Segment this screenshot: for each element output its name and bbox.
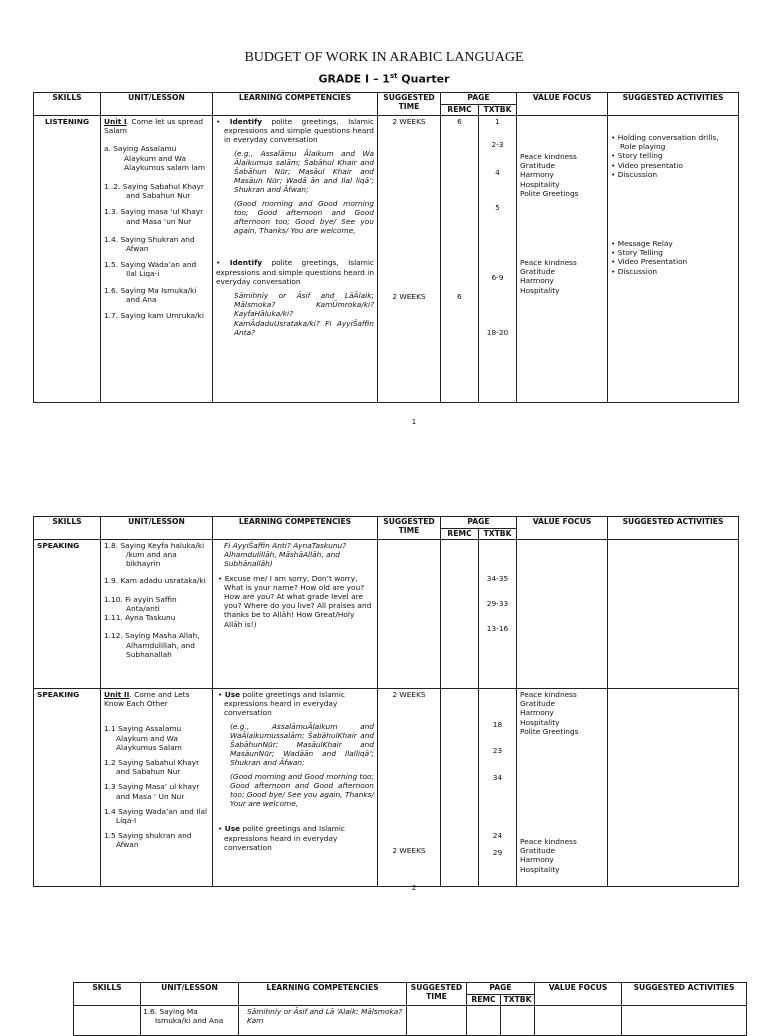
competency-verb: Use [224, 824, 241, 834]
competency-verb: Identify [229, 117, 263, 126]
competency-text: polite greetings, Islamic expressions and simple questions heard in everyday conversation [216, 258, 374, 286]
value-item: Polite Greetings [520, 726, 579, 736]
txtbk-value: 13-16 [486, 624, 509, 634]
header-txtbk: TXTBK [501, 994, 535, 1006]
budget-table-speaking [33, 516, 739, 887]
unit-title-rest: . Come and Lets Know Each Other [104, 690, 190, 709]
value-item: Harmony [520, 855, 554, 865]
value-cell [517, 689, 608, 887]
header-time: SUGGESTED TIME [378, 93, 441, 116]
unit-title: Unit II [104, 690, 130, 699]
txtbk-cell [479, 689, 517, 887]
budget-table-continued [73, 982, 747, 1036]
lesson-item: 1.4 Saying Wada’an and Ilal Liqa-I [104, 806, 208, 826]
value-item: Gratitude [520, 267, 556, 277]
header-activities: SUGGESTED ACTIVITIES [622, 983, 747, 1006]
activity-item: • Story telling [611, 151, 663, 161]
value-item: Gratitude [520, 699, 556, 709]
header-unit: UNIT/LESSON [101, 517, 213, 540]
value-item: Harmony [520, 276, 554, 286]
header-page: PAGE [441, 517, 517, 529]
lesson-item: 1.1 Saying Assalamu Alaykum and Wa Alaykumus Salam [104, 724, 182, 752]
lesson-item: 1.8. Saying Keyfa haluka/ki /kum and ana bikhayrin [104, 541, 205, 569]
header-skills: SKILLS [34, 517, 101, 540]
header-unit: UNIT/LESSON [141, 983, 239, 1006]
header-remc: REMC [441, 104, 479, 116]
competency-example: Sāmihniy or Āsif and LāĀlaik; Mālsmoka? KamŪmroka/ki? KayfaHāluka/ki? KamĀdaduUsrataka/ki? Fi AyyiŠaffin Anta? [234, 291, 374, 337]
activities-cell [622, 1006, 747, 1036]
value-item: Hospitality [520, 285, 560, 295]
txtbk-value: 5 [495, 202, 500, 212]
lesson-item: 1.7. Saying kam Umruka/ki [104, 311, 204, 321]
time-value: 2 WEEKS [392, 117, 426, 126]
document-subtitle: GRADE I – 1st Quarter [318, 72, 450, 86]
value-item: Harmony [520, 708, 554, 718]
activity-item: • Video presentatio [611, 160, 683, 170]
txtbk-value: 1 [495, 117, 500, 126]
activity-item: • Holding conversation drills, Role playing [611, 133, 719, 152]
skill-cell: SPEAKING [34, 540, 101, 689]
competencies-cell [213, 540, 378, 689]
txtbk-value: 2-3 [491, 140, 504, 150]
competency-verb: Identify [229, 258, 263, 268]
txtbk-cell [501, 1006, 535, 1036]
remc-cell [441, 116, 479, 403]
skill-cell [74, 1006, 141, 1036]
txtbk-value: 6-9 [491, 272, 504, 282]
txtbk-value: 4 [495, 168, 500, 178]
header-unit: UNIT/LESSON [101, 93, 213, 116]
activities-cell [608, 116, 739, 403]
value-item: Harmony [520, 170, 554, 180]
value-cell [517, 540, 608, 689]
header-remc: REMC [441, 528, 479, 540]
header-competencies: LEARNING COMPETENCIES [213, 517, 378, 540]
lesson-item: 1.4. Saying Shukran and Afwan [104, 234, 195, 254]
budget-table-listening [33, 92, 739, 403]
header-competencies: LEARNING COMPETENCIES [239, 983, 407, 1006]
lesson-item: a. Saying Assalamu Alaykum and Wa Alaykumus salam lam [104, 144, 206, 172]
header-remc: REMC [467, 994, 501, 1006]
activity-item: • Story Telling [611, 248, 663, 258]
unit-title: Unit I [104, 117, 127, 126]
remc-value: 6 [457, 292, 462, 302]
txtbk-value: 34-35 [486, 574, 509, 583]
competency-text: polite greetings and Islamic expressions heard in everyday conversation [224, 690, 345, 718]
value-item: Peace kindness [520, 837, 577, 847]
competency-example: (Good morning and Good morning too; Good afternoon and Good afternoon too; Good bye/ See you again, Thanks/ You are welcome, [234, 198, 374, 236]
activity-item: • Discussion [611, 266, 658, 276]
competency-example: (e.g., AssalāmuĀlaikum and WaĀlaikumussalām; ŠabāhulKhair and ŠabāhunNūr; MasāulKhair and MasāunNūr; Wadāān and Ilalliqā’; Shukran and Āfwan; [230, 721, 374, 768]
skill-cell: LISTENING [34, 116, 101, 403]
header-skills: SKILLS [34, 93, 101, 116]
lesson-item: 1.5 Saying shukran and Afwan [104, 831, 192, 850]
remc-value: 6 [457, 117, 462, 126]
remc-cell [467, 1006, 501, 1036]
lesson-item: 1.10. Fi ayyin Saffin Anta/anti [104, 594, 177, 614]
value-item: Hospitality [520, 179, 560, 189]
header-competencies: LEARNING COMPETENCIES [213, 93, 378, 116]
competency-text: • Excuse me/ I am sorry, Don’t worry, What is your name? How old are you? How are you? At what grade level are you? Where do you live? All praises and thanks be to Allāh! How Great/Holy Allāh is!) [218, 573, 372, 629]
txtbk-cell [479, 540, 517, 689]
value-item: Polite Greetings [520, 188, 579, 198]
lesson-item: 1.5. Saying Wada’an and Ilal Liqa-i [104, 260, 197, 279]
header-value: VALUE FOCUS [517, 93, 608, 116]
header-page: PAGE [441, 93, 517, 105]
lesson-item: 1.6. Saying Ma Ismuka/ki and Ana [104, 285, 197, 304]
lesson-item: 1.9. Kam adadu usrataka/ki [104, 575, 206, 585]
page-number: 1 [411, 418, 417, 426]
competency-example: (e.g., Assalāmu Ālaikum and Wa Ālaikumus salām; Šabāhul Khair and Šabāhun Nūr; Masāul Khair and Masāun Nūr; Wadā ān and Ilal liqā’; Shukran and Āfwan; [234, 148, 374, 195]
competency-example: Sāmihniy or Āsif and Lā ‘Alaik; Mālsmoka? Kam [239, 1006, 407, 1036]
skill-cell: SPEAKING [34, 689, 101, 887]
value-item: Hospitality [520, 717, 560, 727]
value-item: Gratitude [520, 161, 556, 171]
txtbk-value: 34 [492, 773, 503, 783]
document-title: BUDGET OF WORK IN ARABIC LANGUAGE [244, 50, 524, 65]
header-activities: SUGGESTED ACTIVITIES [608, 517, 739, 540]
value-item: Peace kindness [520, 152, 577, 161]
lesson-item: 1.11. Ayna Taskunu [104, 613, 176, 623]
competencies-cell: • Use polite greetings and Islamic expressions heard in everyday conversation (e.g., AssalāmuĀlaikum and WaĀlaikumussalām; ŠabāhulKhair and ŠabāhunNūr; MasāulKhair and MasāunNūr; Wadāān and Ilalliqā’; Shukran and Āfwan; (Good morning and Good morning too; Good afternoon and Good afternoon too; Good bye/ See you again, Thanks/ Your are welcome, • Use polite greetings and Islamic expressions heard in everyday conversation [213, 689, 378, 887]
lesson-item: 1.6. Saying Ma Ismuka/ki and Ana [141, 1006, 239, 1036]
header-page: PAGE [467, 983, 535, 995]
txtbk-value: 24 [492, 830, 503, 840]
lesson-item: 1 .2. Saying Sabahul Khayr and Sabahun Nur [104, 182, 204, 201]
header-time: SUGGESTED TIME [407, 983, 467, 1006]
time-cell [378, 689, 441, 887]
header-value: VALUE FOCUS [517, 517, 608, 540]
txtbk-value: 18 [492, 720, 503, 729]
time-value: 2 WEEKS [392, 846, 426, 856]
competency-verb: Use [224, 690, 241, 699]
txtbk-value: 29-33 [486, 599, 509, 609]
unit-cell [101, 689, 213, 887]
activity-item: • Discussion [611, 169, 658, 179]
unit-cell [101, 540, 213, 689]
unit-title-rest: . Come let us spread Salam [104, 117, 204, 136]
competency-example: Fi AyyiŠaffin Anti? AynaTaskunu? Alhamdulillāh, MāshāAllāh, and Subhānallāh) [224, 541, 347, 569]
lesson-item: 1.3. Saying masa ‘ul Khayr and Masa ‘un Nur [104, 207, 204, 226]
value-cell [535, 1006, 622, 1036]
time-value: 2 WEEKS [392, 690, 426, 699]
txtbk-value: 18-20 [486, 328, 509, 338]
value-item: Gratitude [520, 846, 556, 856]
time-value: 2 WEEKS [392, 292, 426, 302]
lesson-item: 1.3 Saying Masa’ ul khayr and Masa ‘ Un Nur [104, 782, 200, 801]
txtbk-value: 29 [492, 847, 503, 857]
header-txtbk: TXTBK [479, 528, 517, 540]
value-cell [517, 116, 608, 403]
time-cell [407, 1006, 467, 1036]
header-value: VALUE FOCUS [535, 983, 622, 1006]
competencies-cell: • Identify polite greetings, Islamic expressions and simple questions heard in everyday conversation (e.g., Assalāmu Ālaikum and Wa Ālaikumus salām; Šabāhul Khair and Šabāhun Nūr; Masāul Khair and Masāun Nūr; Wadā ān and Ilal liqā’; Shukran and Āfwan; (Good morning and Good morning too; Good afternoon and Good afternoon too; Good bye/ See you again, Thanks/ You are welcome, • Identify polite greetings, Islamic expressions and simple questions heard in everyday conversation Sāmihniy or Āsif and LāĀlaik; Mālsmoka? KamŪmroka/ki? KayfaHāluka/ki? KamĀdaduUsrataka/ki? Fi AyyiŠaffin Anta? [213, 116, 378, 403]
txtbk-cell [479, 116, 517, 403]
lesson-item: 1.2 Saying Sabahul Khayr and Sabahun Nur [104, 758, 200, 777]
activity-item: • Message Relay [611, 239, 673, 249]
value-item: Hospitality [520, 864, 560, 874]
header-time: SUGGESTED TIME [378, 517, 441, 540]
time-cell [378, 116, 441, 403]
header-txtbk: TXTBK [479, 104, 517, 116]
header-activities: SUGGESTED ACTIVITIES [608, 93, 739, 116]
activity-item: • Video Presentation [611, 257, 688, 267]
header-skills: SKILLS [74, 983, 141, 1006]
unit-cell [101, 116, 213, 403]
txtbk-value: 23 [492, 746, 503, 756]
competency-text: polite greetings, Islamic expressions and simple questions heard in everyday conversation [224, 117, 374, 145]
activities-cell [608, 540, 739, 689]
remc-cell [441, 689, 479, 887]
value-item: Peace kindness [520, 258, 577, 268]
competency-text: polite greetings and Islamic expressions heard in everyday conversation [224, 824, 345, 852]
value-item: Peace kindness [520, 690, 577, 699]
time-cell [378, 540, 441, 689]
activities-cell [608, 689, 739, 887]
page-number: 2 [411, 884, 417, 892]
remc-cell [441, 540, 479, 689]
lesson-item: 1.12. Saying Masha Allah, Alhamdulillah, and Subhanallah [104, 631, 200, 659]
competency-example: (Good morning and Good morning too; Good afternoon and Good afternoon too; Good bye/ See you again, Thanks/ Your are welcome, [230, 771, 374, 809]
